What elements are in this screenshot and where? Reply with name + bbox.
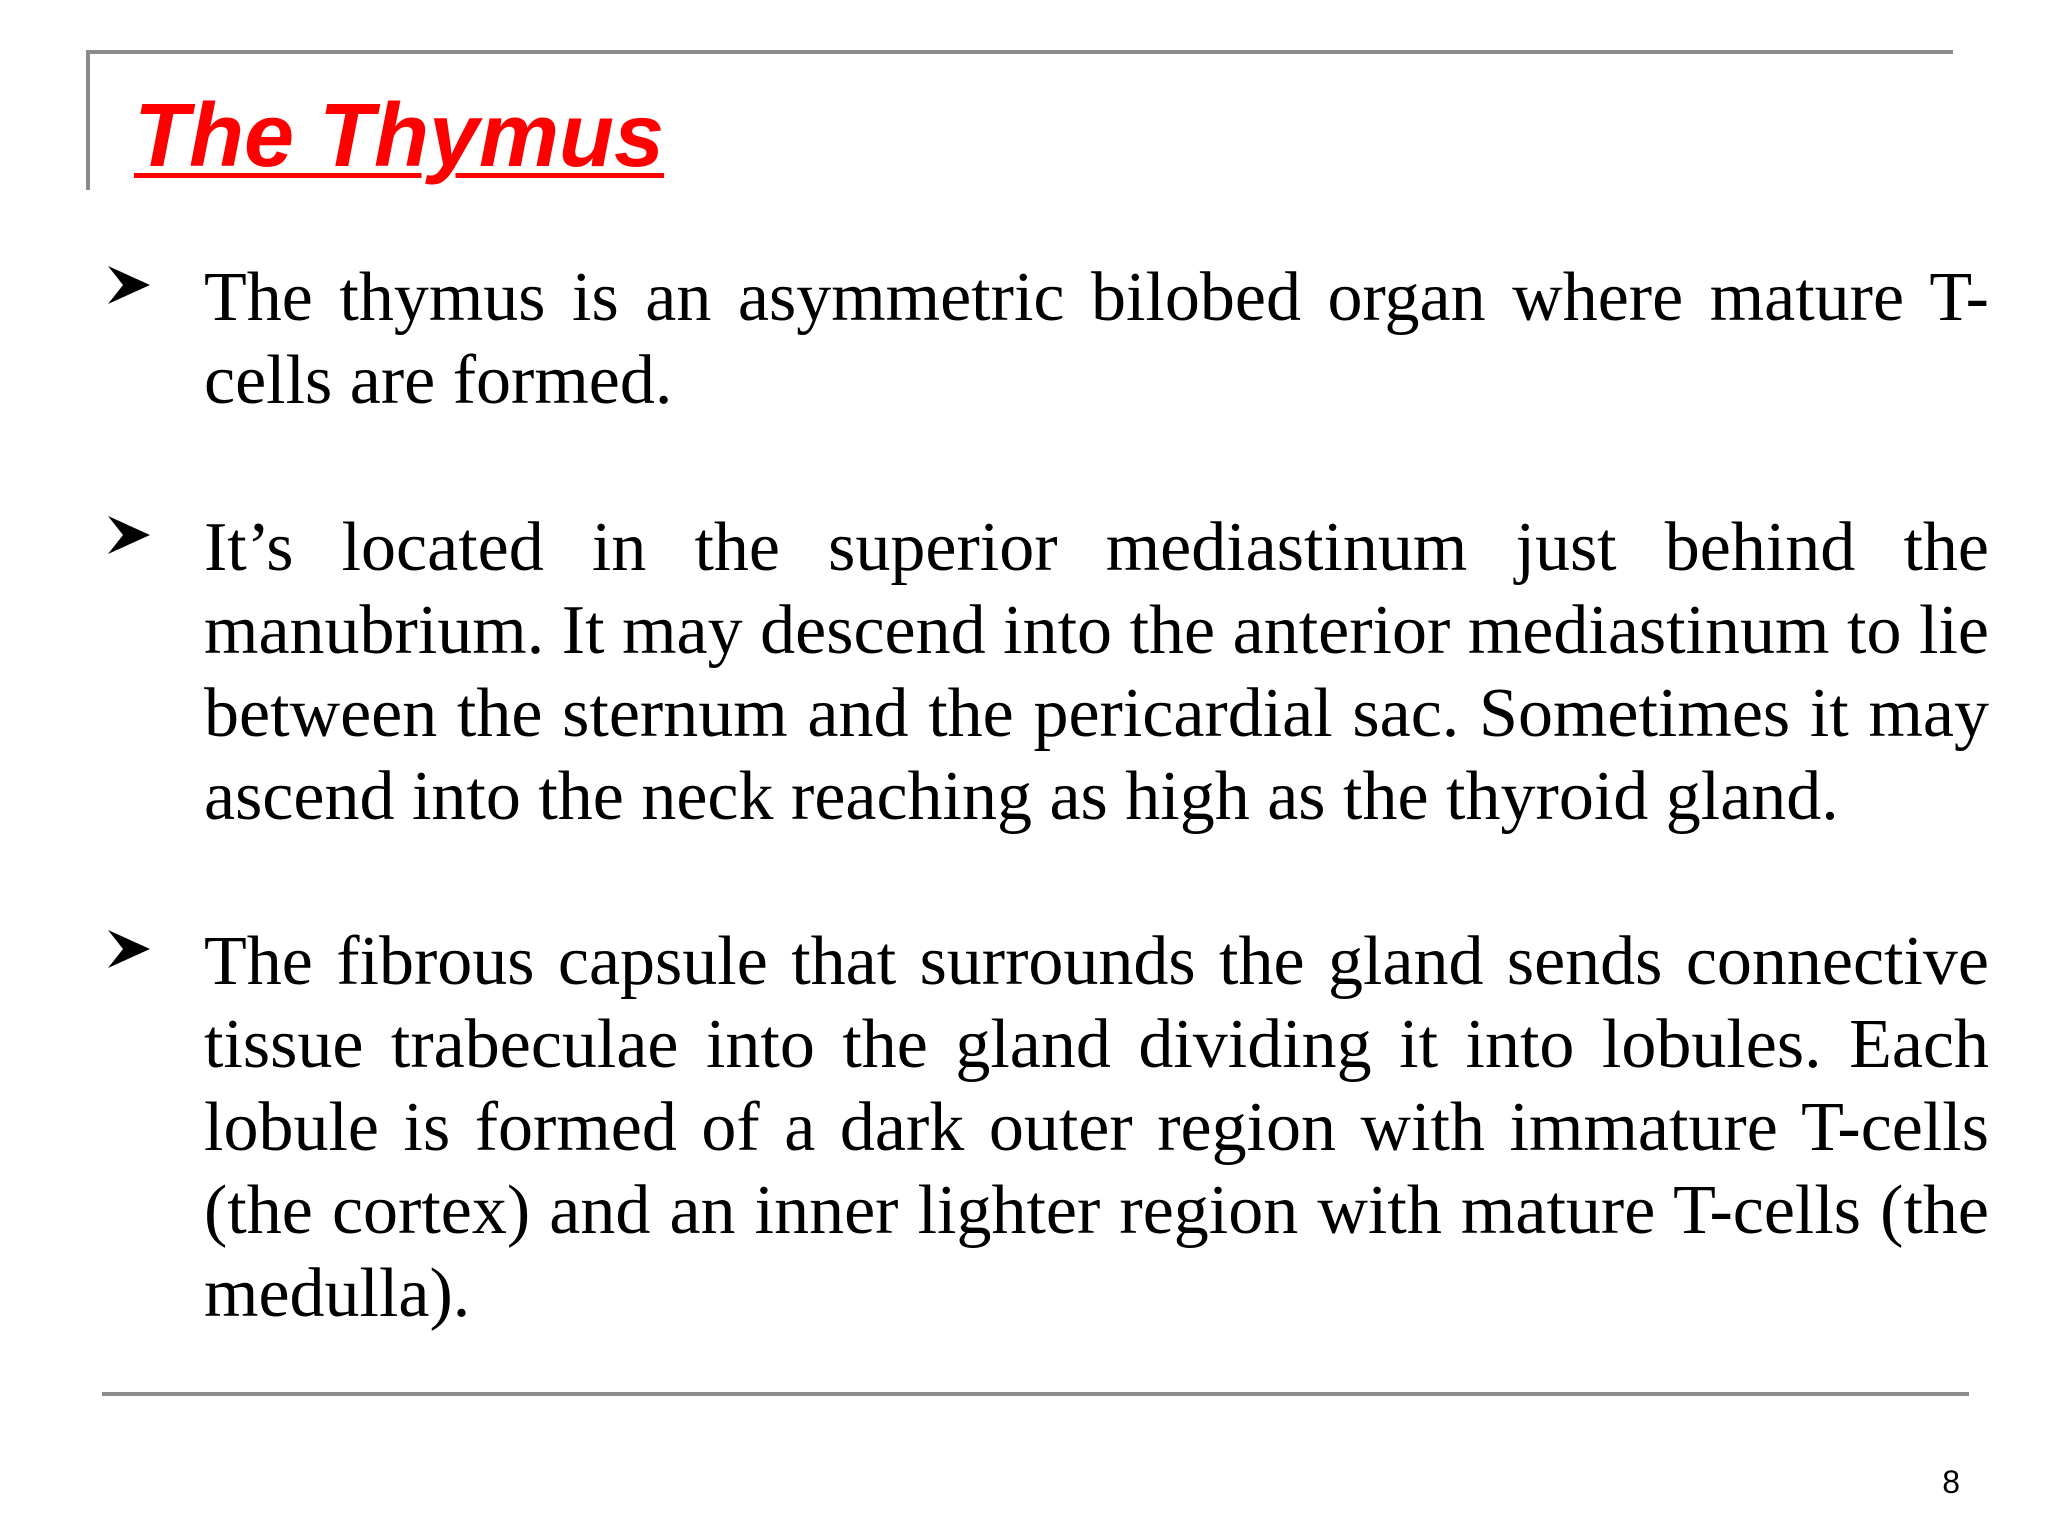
arrowhead-bullet-icon (104, 260, 154, 310)
page-number: 8 (1942, 1464, 1960, 1500)
bullet-text: The thymus is an asymmetric bilobed organ where mature T-cells are formed. (204, 259, 1989, 419)
bullet-text: It’s located in the superior mediastinum just behind the manubrium. It may descend into the anterior mediastinum to lie between the sternum and the pericardial sac. Sometimes it may ascend into the neck reaching as high as the thyroid gland. (204, 509, 1989, 835)
slide-title: The Thymus (134, 86, 665, 186)
bullet-text: The fibrous capsule that surrounds the gland sends connective tissue trabeculae into the gland dividing it into lobules. Each lobule is formed of a dark outer region with immature T-cells (the cortex) and an inner lighter region with mature T-cells (the medulla). (204, 923, 1989, 1332)
arrowhead-bullet-icon (104, 510, 154, 560)
bottom-divider-line (102, 1392, 1969, 1396)
arrowhead-bullet-icon (104, 924, 154, 974)
